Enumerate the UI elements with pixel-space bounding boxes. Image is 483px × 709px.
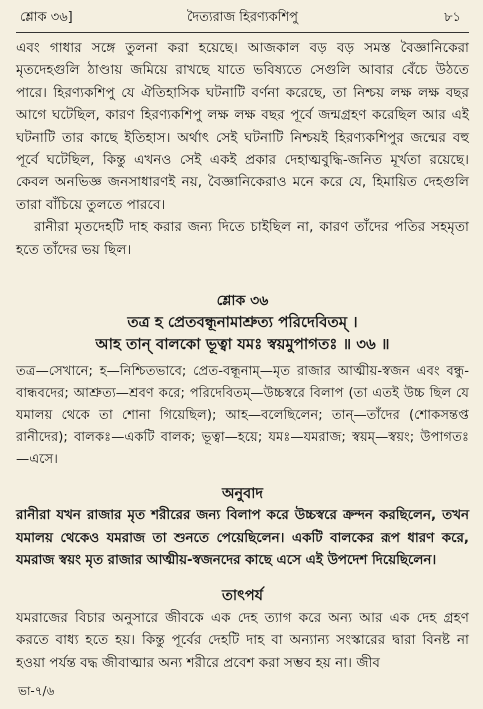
sloka-line-1: তত্র হ প্রেতবন্ধূনামাশ্রুত্য পরিদেবিতম্ । [127, 313, 358, 332]
sloka-title: শ্লোক ৩৬ [216, 293, 269, 310]
translation-title: অনুবাদ [221, 486, 264, 503]
page-footer-signature: ভা-৭/৬ [18, 684, 55, 698]
page-header [16, 8, 469, 32]
translation-text: রানীরা যখন রাজার মৃত শরীরের জন্য বিলাপ করে উচ্চস্বরে ক্রন্দন করছিলেন, তখন যমালয় থেকেও যমরাজ তা শুনতে পেয়েছিলেন। একটি বালকের রূপ ধারণ করে, যমরাজ স্বয়ং মৃত রাজার আত্মীয়-স্বজনদের কাছে এসে এই উপদেশ দিয়েছিলেন। [16, 508, 469, 569]
header-rule [16, 32, 469, 33]
header-chapter-title: দৈত্যরাজ হিরণ্যকশিপু [187, 10, 298, 25]
header-page-number: ৮১ [444, 10, 461, 25]
prose-paragraph-1: এবং গাধার সঙ্গে তুলনা করা হয়েছে। আজকাল বড় বড় সমস্ত বৈজ্ঞানিকেরা মৃতদেহগুলি ঠাণ্ডায় জমিয়ে রাখছে যাতে ভবিষ্যতে সেগুলি আবার বেঁচে উঠতে পারে। হিরণ্যকশিপু যে ঐতিহাসিক ঘটনাটি বর্ণনা করেছে, তা নিশ্চয় লক্ষ লক্ষ বছর আগে ঘটেছিল, কারণ হিরণ্যকশিপু লক্ষ লক্ষ বছর পূর্বে জন্মগ্রহণ করেছিল আর এই ঘটনাটি তার কাছে ইতিহাস। অর্থাৎ সেই ঘটনাটি নিশ্চয়ই হিরণ্যকশিপুর জন্মের বহু পূর্বে ঘটেছিল, কিন্তু এখনও সেই একই প্রকার দেহাত্মবুদ্ধি-জনিত মূর্খতা রয়েছে। কেবল অনভিজ্ঞ জনসাধারণই নয়, বৈজ্ঞানিকেরাও মনে করে যে, হিমায়িত দেহগুলি তারা বাঁচিয়ে তুলতে পারবে। [16, 40, 469, 213]
synonyms-block [16, 361, 469, 471]
purport-text: যমরাজের বিচার অনুসারে জীবকে এক দেহ ত্যাগ করে অন্য আর এক দেহ গ্রহণ করতে বাধ্য হতে হয়। কিন্তু পূর্বের দেহটি দাহ বা অন্যান্য সংস্কারের দ্বারা বিনষ্ট না হওয়া পর্যন্ত বদ্ধ জীবাত্মার অন্য শরীরে প্রবেশ করা সম্ভব হয় না। জীব [16, 609, 469, 671]
prose-paragraph-2: রানীরা মৃতদেহটি দাহ করার জন্য দিতে চাইছিল না, কারণ তাঁদের পতির সহমৃতা হতে তাঁদের ভয় ছিল। [16, 219, 469, 258]
sloka-line-2: আহ তান্ বালকো ভূত্বা যমঃ স্বয়মুপাগতঃ ॥ ৩৬ ॥ [95, 335, 390, 354]
purport-block [16, 607, 469, 674]
synonyms-text: তত্র—সেখানে; হ—নিশ্চিতভাবে; প্রেত-বন্ধূনাম্—মৃত রাজার আত্মীয়-স্বজন এবং বন্ধু-বান্ধবদের; আশ্রুত্য—শ্রবণ করে; পরিদেবিতম্—উচ্চস্বরে বিলাপ (তা এতই উচ্চ ছিল যে যমালয় থেকে তা শোনা গিয়েছিল); আহ—বলেছিলেন; তান্—তাঁদের (শোকসন্তপ্ত রানীদের); বালকঃ—একটি বালক; ভূত্বা—হয়ে; যমঃ—যমরাজ; স্বয়ম্—স্বয়ং; উপাগতঃ—এসে। [16, 364, 469, 468]
translation-block [16, 505, 469, 573]
purport-title: তাৎপর্য [221, 587, 264, 604]
header-verse-ref: শ্লোক ৩৬] [20, 10, 73, 25]
